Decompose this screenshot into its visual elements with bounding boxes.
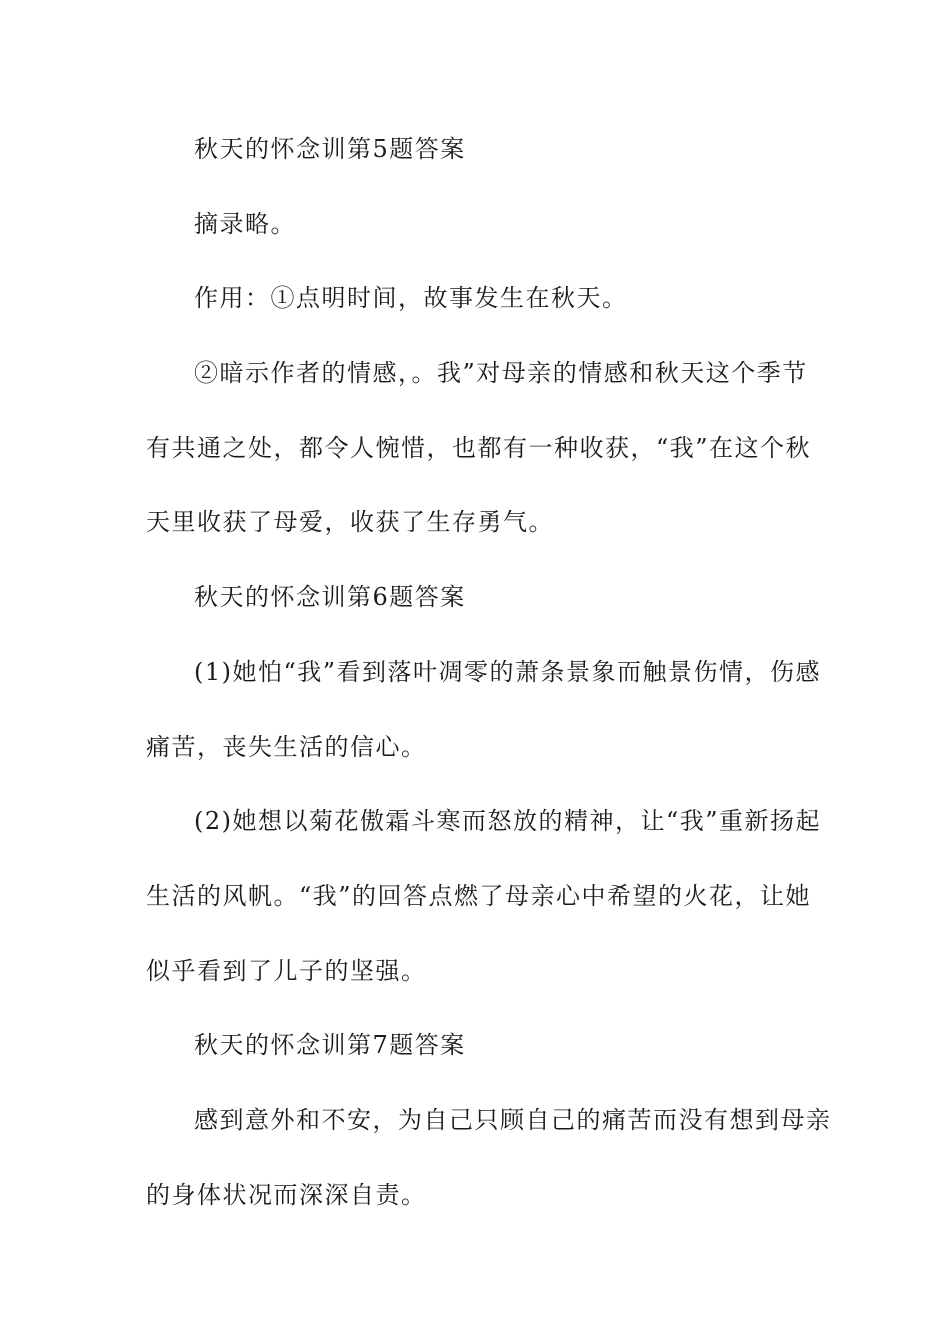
paragraph-line: 生活的风帆。“我”的回答点燃了母亲心中希望的火花，让她: [146, 881, 812, 910]
section-heading-q6: 秋天的怀念训第6题答案: [194, 583, 466, 612]
paragraph-line: 有共通之处，都令人惋惜，也都有一种收获，“我”在这个秋: [146, 433, 812, 462]
paragraph-line: 痛苦，丧失生活的信心。: [146, 732, 427, 761]
paragraph-line: 作用：①点明时间，故事发生在秋天。: [194, 284, 628, 313]
section-heading-q7: 秋天的怀念训第7题答案: [194, 1031, 466, 1060]
paragraph-line: 似乎看到了儿子的坚强。: [146, 956, 427, 985]
document-body: [146, 112, 832, 1232]
paragraph-line: (2)她想以菊花傲霜斗寒而怒放的精神，让“我”重新扬起: [194, 807, 822, 836]
paragraph-line: 天里收获了母爱，收获了生存勇气。: [146, 508, 554, 537]
paragraph-line: 感到意外和不安，为自己只顾自己的痛苦而没有想到母亲: [194, 1105, 832, 1134]
paragraph-line: (1)她怕“我”看到落叶凋零的萧条景象而触景伤情，伤感: [194, 657, 822, 686]
paragraph-line: 的身体状况而深深自责。: [146, 1180, 427, 1209]
paragraph-line: 摘录略。: [194, 209, 296, 238]
paragraph-line: ②暗示作者的情感，。我”对母亲的情感和秋天这个季节: [194, 359, 808, 388]
section-heading-q5: 秋天的怀念训第5题答案: [194, 135, 466, 163]
